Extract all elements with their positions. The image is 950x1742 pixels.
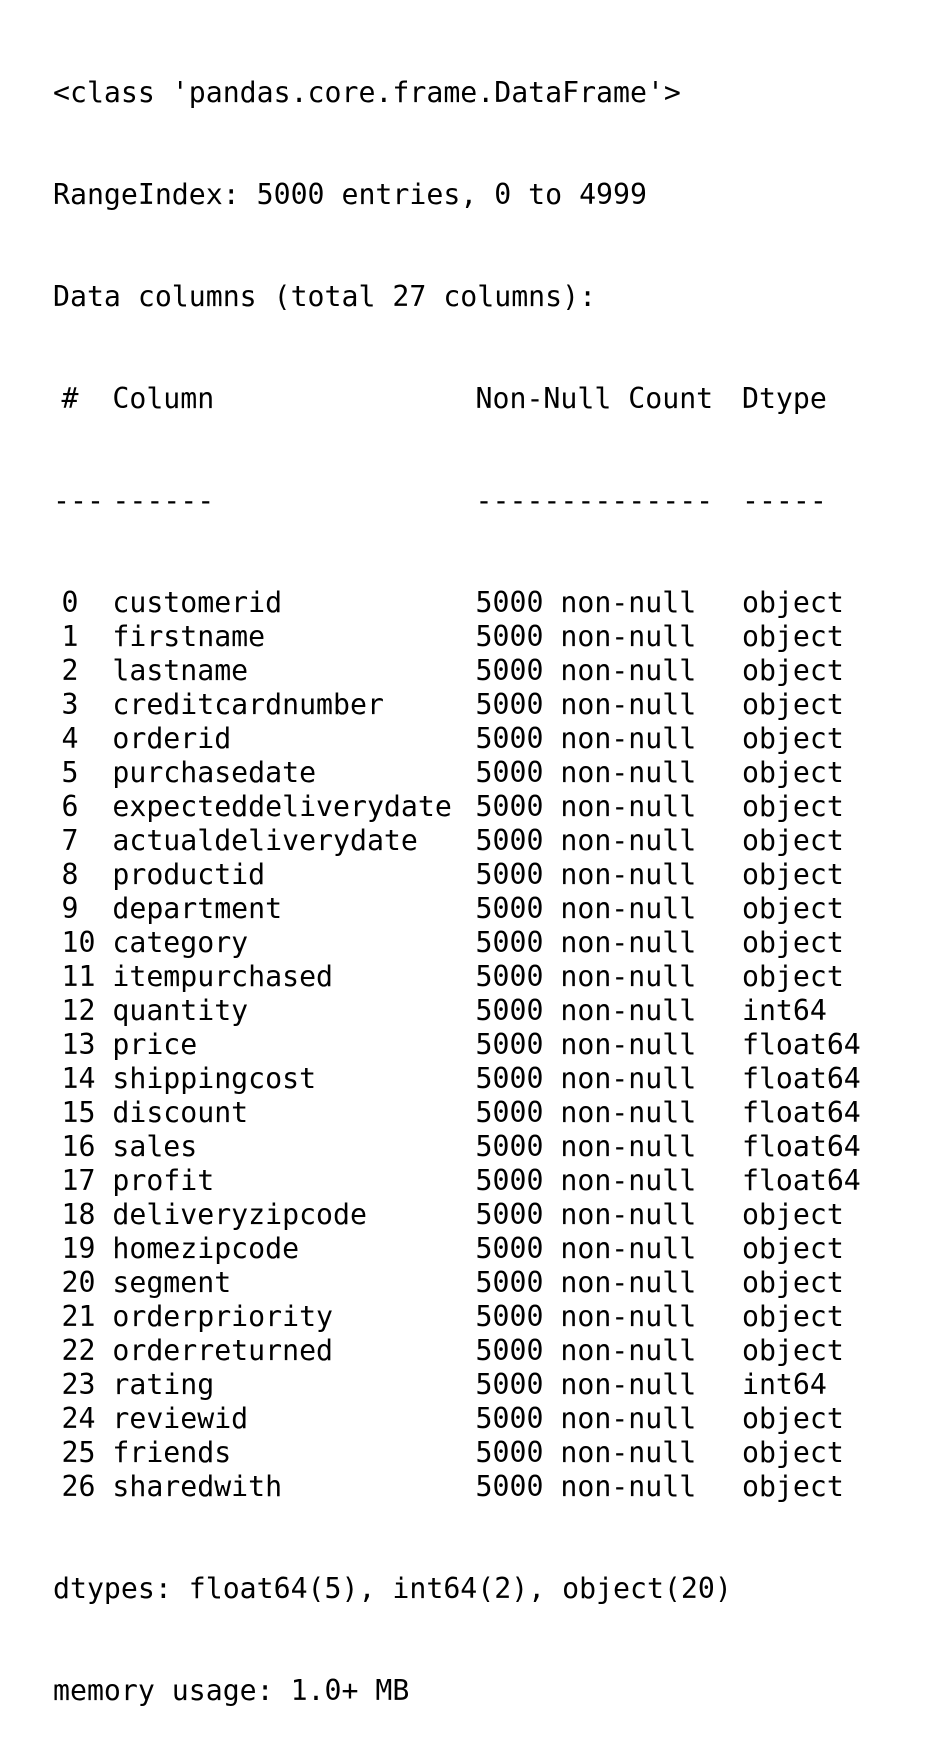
row-column-name: reviewid xyxy=(112,1402,249,1435)
row-dtype: object xyxy=(741,1232,844,1265)
row-non-null-count: 5000 non-null xyxy=(475,824,697,857)
row-dtype: object xyxy=(741,722,844,755)
row-non-null-count: 5000 non-null xyxy=(475,892,697,925)
table-row xyxy=(53,1232,861,1266)
table-row xyxy=(53,858,861,892)
table-row xyxy=(53,1368,861,1402)
row-index: 1 xyxy=(61,620,79,653)
row-non-null-count: 5000 non-null xyxy=(475,1062,697,1095)
row-dtype: object xyxy=(741,1198,844,1231)
row-index: 5 xyxy=(61,756,79,789)
row-index: 20 xyxy=(61,1266,96,1299)
row-index: 13 xyxy=(61,1028,96,1061)
row-index: 10 xyxy=(61,926,96,959)
row-column-name: profit xyxy=(112,1164,215,1197)
header-index: # xyxy=(61,382,79,415)
table-row xyxy=(53,994,861,1028)
table-row xyxy=(53,1266,861,1300)
row-dtype: object xyxy=(741,790,844,823)
column-rows xyxy=(53,586,861,1504)
row-index: 22 xyxy=(61,1334,96,1367)
row-dtype: object xyxy=(741,756,844,789)
row-index: 16 xyxy=(61,1130,96,1163)
row-column-name: productid xyxy=(112,858,266,891)
table-row xyxy=(53,1402,861,1436)
row-index: 8 xyxy=(61,858,79,891)
row-index: 0 xyxy=(61,586,79,619)
row-index: 17 xyxy=(61,1164,96,1197)
table-row xyxy=(53,1198,861,1232)
row-column-name: actualdeliverydate xyxy=(112,824,418,857)
row-column-name: itempurchased xyxy=(112,960,334,993)
row-dtype: int64 xyxy=(741,994,827,1027)
row-non-null-count: 5000 non-null xyxy=(475,756,697,789)
table-row xyxy=(53,1300,861,1334)
separator-index: --- xyxy=(53,484,104,517)
row-non-null-count: 5000 non-null xyxy=(475,1334,697,1367)
row-non-null-count: 5000 non-null xyxy=(475,994,697,1027)
row-column-name: price xyxy=(112,1028,198,1061)
dataframe-info-output xyxy=(53,8,861,1742)
separator-dtype: ----- xyxy=(741,484,827,517)
row-dtype: object xyxy=(741,1436,844,1469)
separator-non-null: -------------- xyxy=(475,484,714,517)
row-column-name: friends xyxy=(112,1436,232,1469)
table-row xyxy=(53,688,861,722)
row-index: 14 xyxy=(61,1062,96,1095)
row-dtype: int64 xyxy=(741,1368,827,1401)
row-index: 25 xyxy=(61,1436,96,1469)
row-index: 7 xyxy=(61,824,79,857)
row-dtype: object xyxy=(741,1266,844,1299)
table-row xyxy=(53,960,861,994)
row-column-name: purchasedate xyxy=(112,756,317,789)
table-header-row xyxy=(53,382,861,416)
row-index: 18 xyxy=(61,1198,96,1231)
row-dtype: float64 xyxy=(741,1096,861,1129)
dtypes-summary-line: dtypes: float64(5), int64(2), object(20) xyxy=(53,1572,732,1605)
header-dtype: Dtype xyxy=(741,382,827,415)
row-dtype: object xyxy=(741,1334,844,1367)
row-index: 19 xyxy=(61,1232,96,1265)
row-non-null-count: 5000 non-null xyxy=(475,1300,697,1333)
row-column-name: rating xyxy=(112,1368,215,1401)
table-row xyxy=(53,620,861,654)
row-column-name: sharedwith xyxy=(112,1470,283,1503)
row-non-null-count: 5000 non-null xyxy=(475,926,697,959)
row-non-null-count: 5000 non-null xyxy=(475,1130,697,1163)
row-non-null-count: 5000 non-null xyxy=(475,654,697,687)
row-index: 23 xyxy=(61,1368,96,1401)
row-dtype: object xyxy=(741,824,844,857)
row-dtype: object xyxy=(741,654,844,687)
row-column-name: shippingcost xyxy=(112,1062,317,1095)
row-dtype: float64 xyxy=(741,1130,861,1163)
row-index: 9 xyxy=(61,892,79,925)
row-non-null-count: 5000 non-null xyxy=(475,1096,697,1129)
row-non-null-count: 5000 non-null xyxy=(475,1436,697,1469)
row-column-name: department xyxy=(112,892,283,925)
row-non-null-count: 5000 non-null xyxy=(475,722,697,755)
table-row xyxy=(53,790,861,824)
row-index: 21 xyxy=(61,1300,96,1333)
row-dtype: object xyxy=(741,620,844,653)
row-non-null-count: 5000 non-null xyxy=(475,1198,697,1231)
row-column-name: deliveryzipcode xyxy=(112,1198,367,1231)
row-non-null-count: 5000 non-null xyxy=(475,620,697,653)
row-dtype: object xyxy=(741,960,844,993)
row-dtype: object xyxy=(741,586,844,619)
table-row xyxy=(53,1130,861,1164)
table-row xyxy=(53,1164,861,1198)
row-dtype: float64 xyxy=(741,1028,861,1061)
row-column-name: segment xyxy=(112,1266,232,1299)
table-row xyxy=(53,1470,861,1504)
row-column-name: sales xyxy=(112,1130,198,1163)
row-column-name: discount xyxy=(112,1096,249,1129)
range-index-line: RangeIndex: 5000 entries, 0 to 4999 xyxy=(53,178,647,211)
row-index: 6 xyxy=(61,790,79,823)
row-index: 12 xyxy=(61,994,96,1027)
row-column-name: orderid xyxy=(112,722,232,755)
row-dtype: object xyxy=(741,1470,844,1503)
table-row xyxy=(53,1062,861,1096)
row-index: 24 xyxy=(61,1402,96,1435)
row-index: 3 xyxy=(61,688,79,721)
row-column-name: firstname xyxy=(112,620,266,653)
separator-column: ------ xyxy=(112,484,215,517)
row-column-name: quantity xyxy=(112,994,249,1027)
row-non-null-count: 5000 non-null xyxy=(475,858,697,891)
row-dtype: object xyxy=(741,926,844,959)
row-column-name: lastname xyxy=(112,654,249,687)
table-row xyxy=(53,722,861,756)
row-dtype: object xyxy=(741,892,844,925)
row-column-name: customerid xyxy=(112,586,283,619)
table-row xyxy=(53,1096,861,1130)
separator-row xyxy=(53,484,861,518)
table-row xyxy=(53,586,861,620)
row-column-name: homezipcode xyxy=(112,1232,300,1265)
row-column-name: category xyxy=(112,926,249,959)
row-dtype: float64 xyxy=(741,1164,861,1197)
row-index: 4 xyxy=(61,722,79,755)
row-non-null-count: 5000 non-null xyxy=(475,1164,697,1197)
row-column-name: orderreturned xyxy=(112,1334,334,1367)
row-non-null-count: 5000 non-null xyxy=(475,1028,697,1061)
header-column: Column xyxy=(112,382,215,415)
row-non-null-count: 5000 non-null xyxy=(475,1266,697,1299)
table-row xyxy=(53,824,861,858)
table-row xyxy=(53,1436,861,1470)
table-row xyxy=(53,654,861,688)
table-row xyxy=(53,1028,861,1062)
row-non-null-count: 5000 non-null xyxy=(475,688,697,721)
row-column-name: orderpriority xyxy=(112,1300,334,1333)
row-dtype: object xyxy=(741,858,844,891)
row-dtype: object xyxy=(741,688,844,721)
row-non-null-count: 5000 non-null xyxy=(475,1470,697,1503)
row-non-null-count: 5000 non-null xyxy=(475,790,697,823)
row-index: 2 xyxy=(61,654,79,687)
memory-usage-line: memory usage: 1.0+ MB xyxy=(53,1674,410,1707)
table-row xyxy=(53,926,861,960)
row-index: 26 xyxy=(61,1470,96,1503)
row-non-null-count: 5000 non-null xyxy=(475,960,697,993)
table-row xyxy=(53,756,861,790)
table-row xyxy=(53,1334,861,1368)
row-non-null-count: 5000 non-null xyxy=(475,1368,697,1401)
header-non-null: Non-Null Count xyxy=(475,382,714,415)
row-non-null-count: 5000 non-null xyxy=(475,1402,697,1435)
row-dtype: float64 xyxy=(741,1062,861,1095)
table-row xyxy=(53,892,861,926)
data-columns-line: Data columns (total 27 columns): xyxy=(53,280,597,313)
row-non-null-count: 5000 non-null xyxy=(475,586,697,619)
row-non-null-count: 5000 non-null xyxy=(475,1232,697,1265)
row-dtype: object xyxy=(741,1300,844,1333)
row-column-name: expecteddeliverydate xyxy=(112,790,452,823)
row-index: 15 xyxy=(61,1096,96,1129)
row-column-name: creditcardnumber xyxy=(112,688,384,721)
row-dtype: object xyxy=(741,1402,844,1435)
row-index: 11 xyxy=(61,960,96,993)
class-line: <class 'pandas.core.frame.DataFrame'> xyxy=(53,76,681,109)
